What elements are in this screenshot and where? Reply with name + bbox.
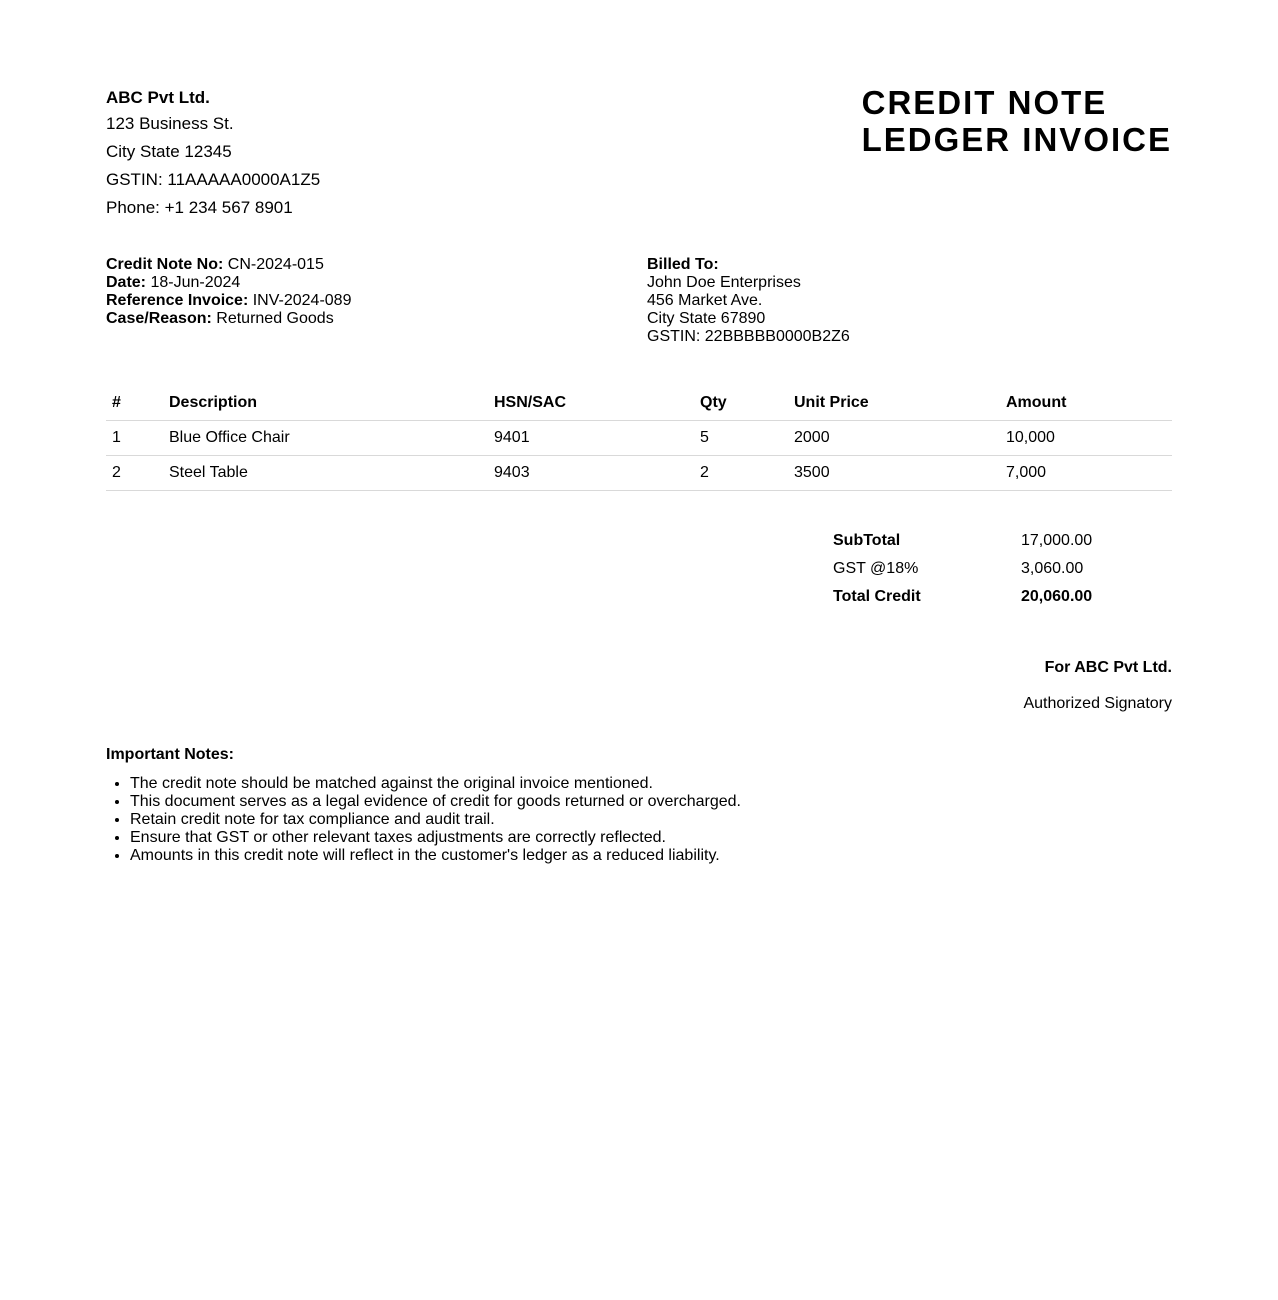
reference-invoice-value: INV-2024-089 [252,292,352,309]
column-header-qty: Qty [694,386,788,421]
document-title-line2: LEDGER INVOICE [861,121,1172,158]
document-title [862,84,1172,158]
gst-value: 3,060.00 [1021,560,1084,577]
row-description: Steel Table [163,456,488,491]
row-amount: 10,000 [1000,421,1172,456]
items-table [106,386,1172,491]
date-label: Date: [106,274,147,291]
reason-label: Case/Reason: [106,310,212,327]
row-unit-price: 3500 [788,456,1000,491]
list-item: • Retain credit note for tax compliance and audit trail. [130,811,741,829]
billed-to-block [647,256,850,346]
reason-row [106,310,351,328]
list-item: • Amounts in this credit note will reflect in the customer's ledger as a reduced liability. [130,847,741,865]
company-address-line2: City State 12345 [106,142,232,161]
credit-note-number: CN-2024-015 [227,256,324,273]
billed-to-address-line1: 456 Market Ave. [647,292,763,309]
credit-note-details [106,256,351,328]
billed-to-address-line2: City State 67890 [647,310,766,327]
reason-value: Returned Goods [216,310,334,327]
row-number: 2 [106,456,163,491]
list-item: • This document serves as a legal evidence of credit for goods returned or overcharged. [130,793,741,811]
column-header-number: # [106,386,163,421]
row-description: Blue Office Chair [163,421,488,456]
billed-to-name: John Doe Enterprises [647,274,801,291]
date-row [106,274,351,292]
row-qty: 5 [694,421,788,456]
company-phone: Phone: +1 234 567 8901 [106,198,293,217]
row-hsn-sac: 9403 [488,456,694,491]
subtotal-row [827,527,1098,555]
row-unit-price: 2000 [788,421,1000,456]
date-value: 18-Jun-2024 [150,274,241,291]
gst-row [827,555,1098,583]
row-hsn-sac: 9401 [488,421,694,456]
column-header-description: Description [163,386,488,421]
table-row [106,456,1172,491]
list-item: • Ensure that GST or other relevant taxes adjustments are correctly reflected. [130,829,741,847]
total-credit-row [827,583,1098,611]
column-header-unit-price: Unit Price [788,386,1000,421]
gst-label: GST @18% [833,560,919,577]
company-name: ABC Pvt Ltd. [106,88,210,107]
row-number: 1 [106,421,163,456]
authorized-signatory: Authorized Signatory [1023,695,1172,712]
column-header-amount: Amount [1000,386,1172,421]
reference-invoice-row [106,292,351,310]
document-title-line1: CREDIT NOTE [861,84,1108,121]
company-block [106,86,320,222]
subtotal-value: 17,000.00 [1021,532,1093,549]
company-address-line1: 123 Business St. [106,114,234,133]
column-header-hsn-sac: HSN/SAC [488,386,694,421]
list-item: • The credit note should be matched against the original invoice mentioned. [130,775,741,793]
important-notes [106,745,741,865]
credit-note-number-label: Credit Note No: [106,256,224,273]
total-credit-label: Total Credit [833,588,921,605]
notes-list [106,775,741,865]
credit-note-number-row [106,256,351,274]
items-table-header [106,386,1172,421]
signature-block [1023,657,1172,715]
company-gstin: GSTIN: 11AAAAA0000A1Z5 [106,170,321,189]
billed-to-label: Billed To: [647,256,719,273]
notes-heading: Important Notes: [106,746,234,763]
row-amount: 7,000 [1000,456,1172,491]
billed-to-gstin: GSTIN: 22BBBBB0000B2Z6 [647,328,850,345]
signature-for-company: For ABC Pvt Ltd. [1044,659,1172,676]
table-row [106,421,1172,456]
subtotal-label: SubTotal [833,532,901,549]
total-credit-value: 20,060.00 [1021,588,1093,605]
totals-table [827,527,1098,611]
row-qty: 2 [694,456,788,491]
reference-invoice-label: Reference Invoice: [106,292,249,309]
